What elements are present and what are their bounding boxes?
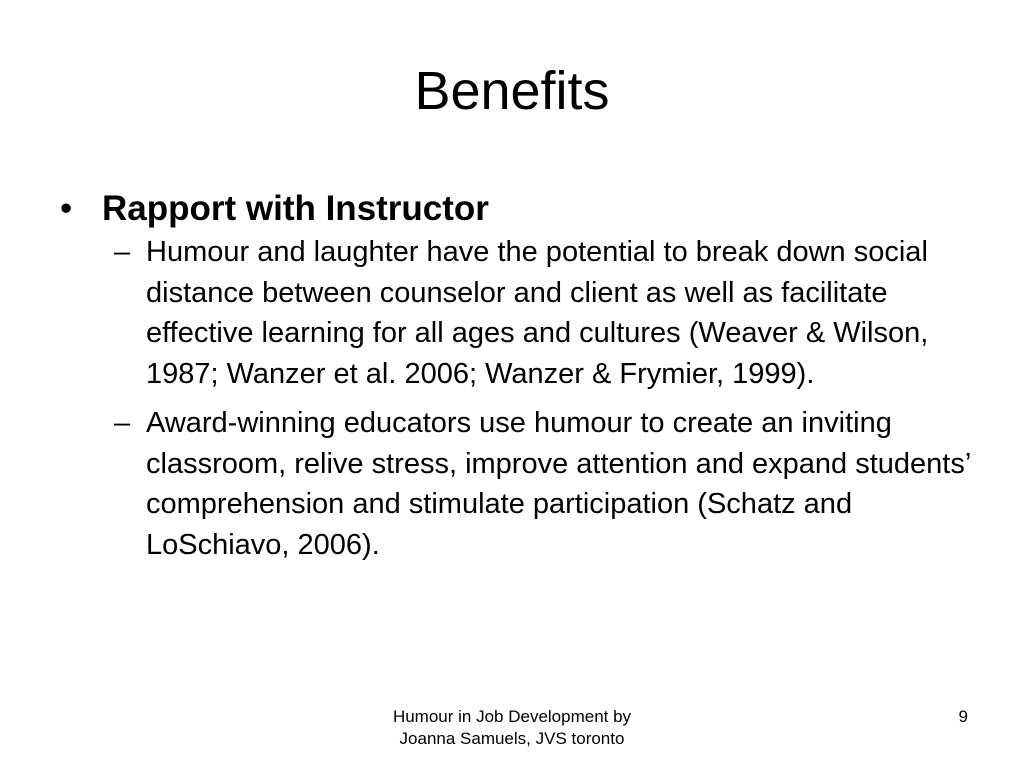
footer-line-1: Humour in Job Development by <box>392 707 632 726</box>
sub-bullet-list <box>0 232 1024 565</box>
bullet-icon: • <box>60 189 73 228</box>
footer-line-2: Joanna Samuels, JVS toronto <box>399 729 625 748</box>
slide-content <box>0 186 1024 574</box>
sub-bullet-text: Award-winning educators use humour to create an inviting classroom, relive stress, improve attention and expand students’ comprehension and stimulate participation (Schatz and LoSchiavo, 2006). <box>146 407 971 561</box>
dash-icon: – <box>114 236 131 268</box>
page-number: 9 <box>958 707 968 726</box>
bullet-heading: Rapport with Instructor <box>102 189 489 228</box>
sub-bullet-item <box>0 232 1024 394</box>
dash-icon: – <box>114 407 131 439</box>
bullet-item <box>0 186 1024 232</box>
slide-title: Benefits <box>414 61 610 121</box>
sub-bullet-item <box>0 403 1024 565</box>
footer-caption <box>312 706 712 750</box>
sub-bullet-text: Humour and laughter have the potential to break down social distance between counselor and client as well as facilitate effective learning for all ages and cultures (Weaver & Wilson, 1987; Wanzer et al. 2006; Wanzer & Frymier, 1999). <box>146 236 929 390</box>
